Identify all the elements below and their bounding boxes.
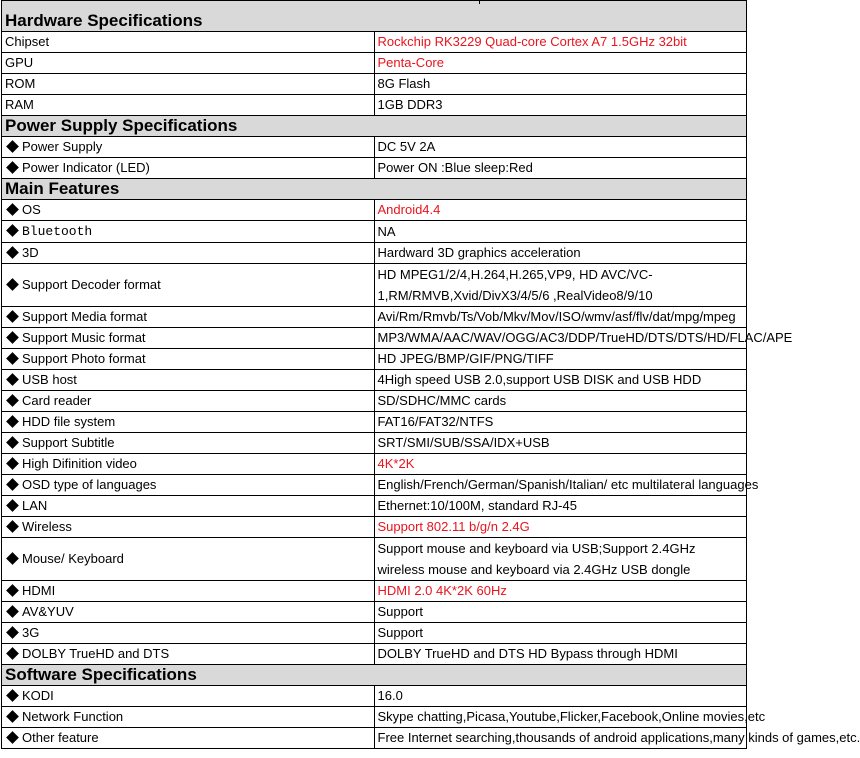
spec-row — [2, 517, 747, 538]
spec-row — [2, 264, 747, 307]
spec-label: Power Indicator (LED) — [22, 160, 150, 175]
spec-row — [2, 200, 747, 221]
spec-label: HDD file system — [22, 414, 116, 429]
spec-label-cell — [2, 74, 375, 95]
spec-row — [2, 602, 747, 623]
spec-label-cell — [2, 221, 375, 243]
spec-value: Free Internet searching,thousands of android applications,many kinds of games,etc. — [374, 728, 747, 749]
section-header — [2, 179, 747, 200]
diamond-bullet-icon — [6, 478, 19, 491]
diamond-bullet-icon — [6, 552, 19, 565]
spec-value: HD JPEG/BMP/GIF/PNG/TIFF — [374, 349, 747, 370]
spec-value: 8G Flash — [374, 74, 747, 95]
spec-label-cell — [2, 433, 375, 454]
spec-label: Support Decoder format — [22, 277, 161, 292]
spec-row — [2, 475, 747, 496]
spec-value: 16.0 — [374, 686, 747, 707]
spec-value: Support — [374, 602, 747, 623]
spec-row — [2, 349, 747, 370]
spec-row — [2, 644, 747, 665]
spec-label-cell — [2, 349, 375, 370]
spec-label-cell — [2, 728, 375, 749]
spec-label-cell — [2, 475, 375, 496]
spec-row — [2, 53, 747, 74]
spec-label: Card reader — [22, 393, 92, 408]
spec-label-cell — [2, 581, 375, 602]
diamond-bullet-icon — [6, 605, 19, 618]
spec-label: Wireless — [22, 519, 72, 534]
diamond-bullet-icon — [6, 352, 19, 365]
spec-label-cell — [2, 454, 375, 475]
diamond-bullet-icon — [6, 584, 19, 597]
spec-label-cell — [2, 200, 375, 221]
spec-value: SRT/SMI/SUB/SSA/IDX+USB — [374, 433, 747, 454]
spec-value: Hardward 3D graphics acceleration — [374, 243, 747, 264]
spec-label: LAN — [22, 498, 48, 513]
spec-label-cell — [2, 517, 375, 538]
spec-label: OSD type of languages — [22, 477, 157, 492]
spec-value: Support mouse and keyboard via USB;Support 2.4GHz wireless mouse and keyboard via 2.4GHz USB dongle — [374, 538, 747, 581]
spec-label: Other feature — [22, 730, 99, 745]
spec-row — [2, 221, 747, 243]
spec-label: Support Photo format — [22, 351, 146, 366]
spec-label-cell — [2, 307, 375, 328]
diamond-bullet-icon — [6, 140, 19, 153]
spec-row — [2, 32, 747, 53]
spec-value: 4K*2K — [374, 454, 747, 475]
spec-row — [2, 243, 747, 264]
spec-value: HDMI 2.0 4K*2K 60Hz — [374, 581, 747, 602]
spec-value: 1GB DDR3 — [374, 95, 747, 116]
spec-row — [2, 728, 747, 749]
spec-row — [2, 328, 747, 349]
section-header — [2, 1, 747, 32]
spec-label-cell — [2, 707, 375, 728]
spec-row — [2, 391, 747, 412]
diamond-bullet-icon — [6, 394, 19, 407]
spec-label: GPU — [5, 55, 34, 70]
spec-label-cell — [2, 623, 375, 644]
spec-label-cell — [2, 32, 375, 53]
spec-value: English/French/German/Spanish/Italian/ etc multilateral languages — [374, 475, 747, 496]
spec-label-cell — [2, 370, 375, 391]
spec-label: Mouse/ Keyboard — [22, 551, 124, 566]
spec-value: HD MPEG1/2/4,H.264,H.265,VP9, HD AVC/VC-1,RM/RMVB,Xvid/DivX3/4/5/6 ,RealVideo8/9/10 — [374, 264, 747, 307]
diamond-bullet-icon — [6, 436, 19, 449]
spec-label: DOLBY TrueHD and DTS — [22, 646, 170, 661]
spec-label: Power Supply — [22, 139, 103, 154]
spec-label-cell — [2, 496, 375, 517]
spec-label-cell — [2, 243, 375, 264]
spec-value: Avi/Rm/Rmvb/Ts/Vob/Mkv/Mov/ISO/wmv/asf/flv/dat/mpg/mpeg — [374, 307, 747, 328]
spec-label: 3D — [22, 245, 39, 260]
spec-row — [2, 581, 747, 602]
section-header — [2, 665, 747, 686]
spec-row — [2, 137, 747, 158]
spec-row — [2, 95, 747, 116]
diamond-bullet-icon — [6, 224, 19, 237]
spec-row — [2, 454, 747, 475]
spec-value: Penta-Core — [374, 53, 747, 74]
spec-row — [2, 158, 747, 179]
spec-row — [2, 307, 747, 328]
spec-label: Support Subtitle — [22, 435, 115, 450]
spec-label: HDMI — [22, 583, 56, 598]
spec-label-cell — [2, 538, 375, 581]
diamond-bullet-icon — [6, 161, 19, 174]
spec-value: FAT16/FAT32/NTFS — [374, 412, 747, 433]
diamond-bullet-icon — [6, 520, 19, 533]
diamond-bullet-icon — [6, 731, 19, 744]
spec-label-cell — [2, 644, 375, 665]
spec-value: DC 5V 2A — [374, 137, 747, 158]
section-title: Hardware Specifications — [2, 1, 747, 32]
spec-value: Support — [374, 623, 747, 644]
spec-label: USB host — [22, 372, 77, 387]
spec-value: Android4.4 — [374, 200, 747, 221]
section-title: Main Features — [2, 179, 747, 200]
spec-value: Rockchip RK3229 Quad-core Cortex A7 1.5GHz 32bit — [374, 32, 747, 53]
spec-row — [2, 538, 747, 581]
diamond-bullet-icon — [6, 246, 19, 259]
section-title: Software Specifications — [2, 665, 747, 686]
spec-value: Ethernet:10/100M, standard RJ-45 — [374, 496, 747, 517]
spec-row — [2, 433, 747, 454]
spec-label: Support Media format — [22, 309, 148, 324]
spec-label-cell — [2, 328, 375, 349]
diamond-bullet-icon — [6, 689, 19, 702]
spec-label-cell — [2, 264, 375, 307]
spec-table-body — [2, 1, 860, 749]
spec-row — [2, 686, 747, 707]
spec-sheet — [1, 0, 860, 749]
spec-label: Bluetooth — [22, 224, 93, 239]
spec-label: Network Function — [22, 709, 124, 724]
spec-label-cell — [2, 686, 375, 707]
spec-row — [2, 623, 747, 644]
spec-label: OS — [22, 202, 41, 217]
spec-value: Power ON :Blue sleep:Red — [374, 158, 747, 179]
diamond-bullet-icon — [6, 278, 19, 291]
spec-value: Skype chatting,Picasa,Youtube,Flicker,Facebook,Online movies,etc — [374, 707, 747, 728]
column-tick — [479, 0, 480, 4]
spec-table — [1, 0, 860, 749]
spec-row — [2, 74, 747, 95]
diamond-bullet-icon — [6, 373, 19, 386]
spec-value: DOLBY TrueHD and DTS HD Bypass through HDMI — [374, 644, 747, 665]
diamond-bullet-icon — [6, 415, 19, 428]
spec-value: SD/SDHC/MMC cards — [374, 391, 747, 412]
spec-label: KODI — [22, 688, 54, 703]
diamond-bullet-icon — [6, 310, 19, 323]
diamond-bullet-icon — [6, 203, 19, 216]
spec-label: High Difinition video — [22, 456, 137, 471]
spec-label-cell — [2, 158, 375, 179]
spec-row — [2, 707, 747, 728]
spec-label-cell — [2, 412, 375, 433]
spec-value: Support 802.11 b/g/n 2.4G — [374, 517, 747, 538]
spec-row — [2, 412, 747, 433]
spec-label: AV&YUV — [22, 604, 74, 619]
spec-label: RAM — [5, 97, 34, 112]
diamond-bullet-icon — [6, 499, 19, 512]
diamond-bullet-icon — [6, 457, 19, 470]
spec-label-cell — [2, 137, 375, 158]
spec-label: Chipset — [5, 34, 50, 49]
spec-label: Support Music format — [22, 330, 146, 345]
spec-label-cell — [2, 391, 375, 412]
diamond-bullet-icon — [6, 331, 19, 344]
spec-label: 3G — [22, 625, 40, 640]
section-title: Power Supply Specifications — [2, 116, 747, 137]
spec-label-cell — [2, 95, 375, 116]
diamond-bullet-icon — [6, 710, 19, 723]
diamond-bullet-icon — [6, 626, 19, 639]
spec-value: NA — [374, 221, 747, 243]
diamond-bullet-icon — [6, 647, 19, 660]
spec-label-cell — [2, 53, 375, 74]
spec-row — [2, 370, 747, 391]
spec-value: 4High speed USB 2.0,support USB DISK and USB HDD — [374, 370, 747, 391]
spec-label: ROM — [5, 76, 36, 91]
spec-value: MP3/WMA/AAC/WAV/OGG/AC3/DDP/TrueHD/DTS/DTS/HD/FLAC/APE — [374, 328, 747, 349]
spec-label-cell — [2, 602, 375, 623]
section-header — [2, 116, 747, 137]
spec-row — [2, 496, 747, 517]
